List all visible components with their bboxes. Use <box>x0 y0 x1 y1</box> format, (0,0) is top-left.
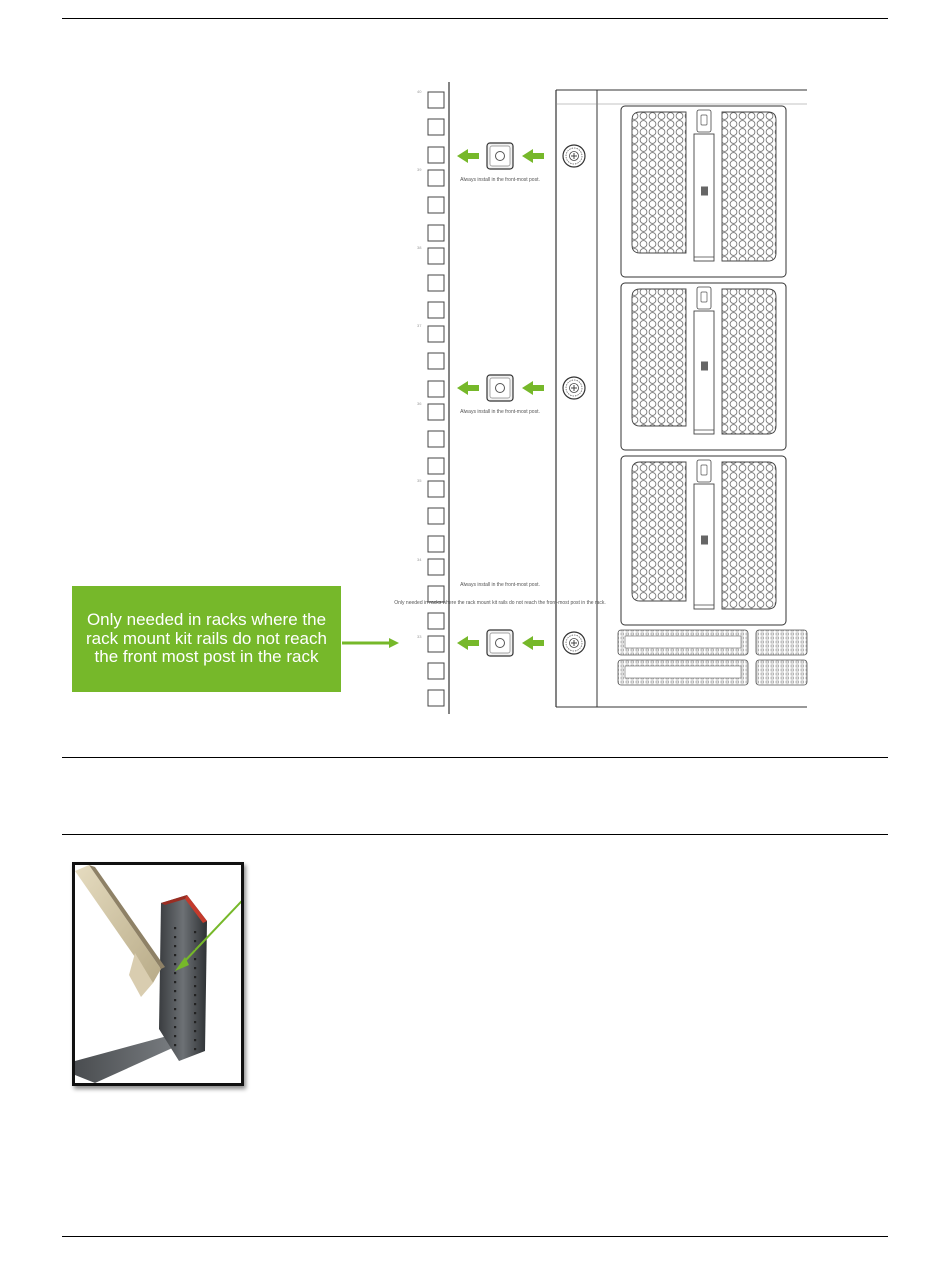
svg-text:35: 35 <box>417 478 422 483</box>
rack-hole <box>428 636 444 652</box>
bottom-rule <box>62 1236 888 1237</box>
rack-hole <box>428 326 444 342</box>
callout-box <box>72 586 341 692</box>
svg-text:37: 37 <box>417 323 422 328</box>
cage-nut-bottom <box>457 630 544 656</box>
rack-hole <box>428 302 444 318</box>
svg-text:33: 33 <box>417 634 422 639</box>
thumbscrew-icon <box>563 377 585 399</box>
callout-arrow-icon <box>342 638 399 648</box>
svg-text:36: 36 <box>417 401 422 406</box>
note-bottom-1: Always install in the front-most post. <box>460 582 540 588</box>
io-slots <box>618 630 807 685</box>
cage-nut-middle <box>457 375 544 401</box>
fan-modules <box>621 106 786 625</box>
svg-text:34: 34 <box>417 557 422 562</box>
rack-hole <box>428 147 444 163</box>
thumbscrew-icon <box>563 145 585 167</box>
rack-hole <box>428 536 444 552</box>
note-top: Always install in the front-most post. <box>460 177 540 183</box>
svg-text:39: 39 <box>417 167 422 172</box>
thumbscrew-icon <box>563 145 585 654</box>
note-middle: Always install in the front-most post. <box>460 409 540 415</box>
rack-hole <box>428 170 444 186</box>
arrow-left-icon <box>457 636 479 650</box>
cage-nut-icon <box>487 375 513 401</box>
rack-hole <box>428 353 444 369</box>
rack-hole <box>428 690 444 706</box>
svg-text:38: 38 <box>417 245 422 250</box>
rack-hole <box>428 119 444 135</box>
cage-nut-top <box>457 143 544 169</box>
fan-module <box>621 456 786 625</box>
rack-hole <box>428 404 444 420</box>
rack-hole <box>428 197 444 213</box>
rack-post-holes <box>428 92 444 706</box>
rack-hole <box>428 481 444 497</box>
arrow-left-icon <box>457 149 479 163</box>
rack-hole <box>428 458 444 474</box>
rack-hole <box>428 381 444 397</box>
rack-hole <box>428 275 444 291</box>
arrow-left-icon <box>457 381 479 395</box>
section-rule-2 <box>62 834 888 835</box>
arrow-left-icon <box>522 381 544 395</box>
fan-module <box>621 283 786 450</box>
callout-text: Only needed in racks where the rack mount kit rails do not reach the front most post in the rack <box>86 610 327 667</box>
rack-hole <box>428 559 444 575</box>
cage-nut-icon <box>487 143 513 169</box>
fan-module <box>621 106 786 277</box>
rack-hole <box>428 225 444 241</box>
rack-hole <box>428 431 444 447</box>
arrow-left-icon <box>522 636 544 650</box>
svg-text:40: 40 <box>417 89 422 94</box>
thumbscrew-icon <box>563 632 585 654</box>
rack-hole <box>428 663 444 679</box>
rack-hole <box>428 613 444 629</box>
rack-post-photo <box>72 862 244 1086</box>
arrow-left-icon <box>522 149 544 163</box>
cage-nut-icon <box>487 630 513 656</box>
rack-hole <box>428 508 444 524</box>
rack-hole <box>428 248 444 264</box>
rack-hole <box>428 92 444 108</box>
note-bottom-2: Only needed in racks where the rack mount kit rails do not reach the front-most post in the rack. <box>394 600 606 606</box>
